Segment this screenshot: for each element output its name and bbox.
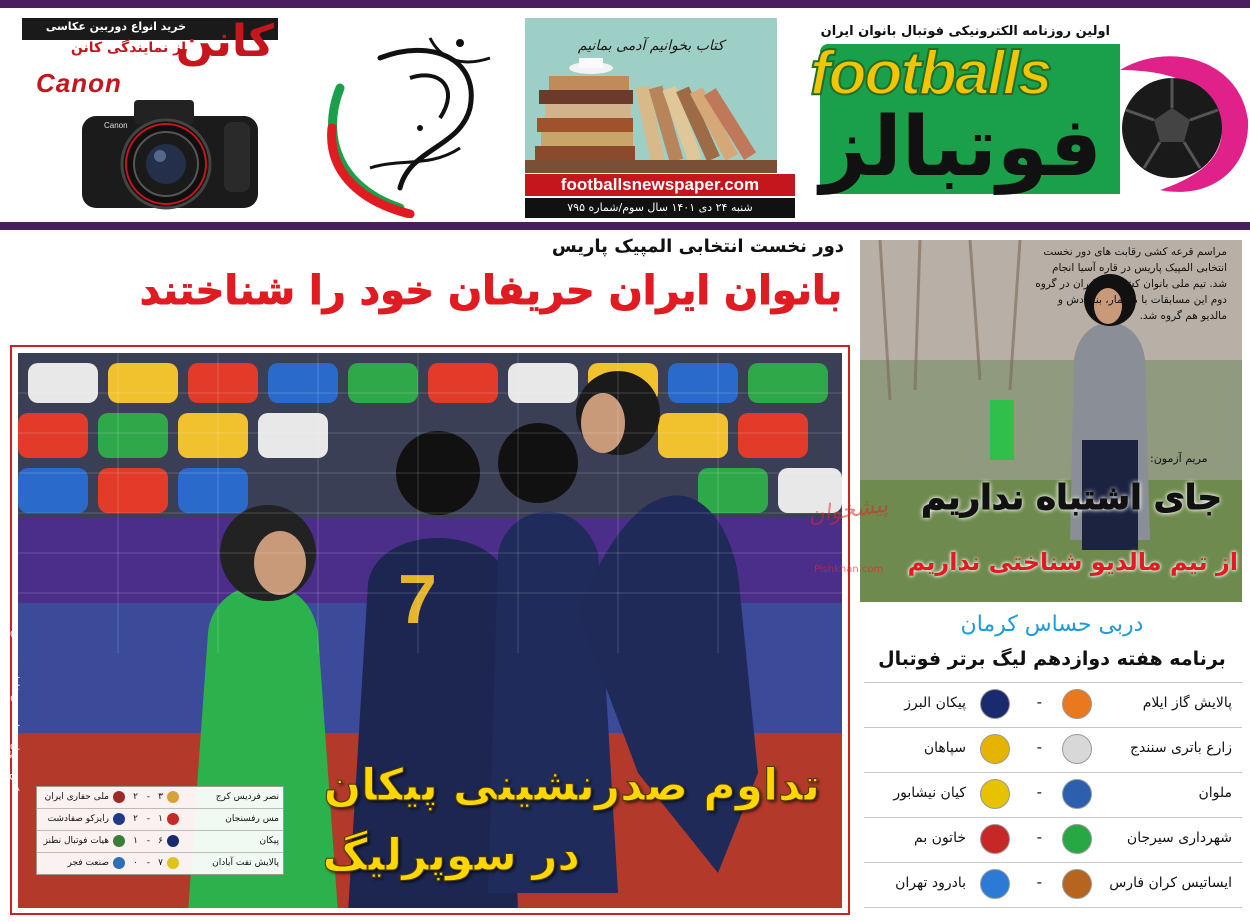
home-team: پیکان — [259, 836, 279, 846]
fixture-home-team: ملوان — [1198, 785, 1232, 801]
away-team: رایزکو صفادشت — [47, 814, 109, 824]
fixture-row — [864, 773, 1242, 818]
home-score: ۶ — [158, 836, 163, 846]
score-separator: - — [146, 792, 150, 802]
books-ad[interactable] — [525, 18, 777, 173]
masthead-tagline: اولین روزنامه الکترونیکی فوتبال بانوان ایران — [820, 24, 1110, 39]
home-team: نصر فردیس کرج — [215, 792, 279, 802]
canon-logo: Canon — [36, 68, 122, 98]
fixture-dash: - — [1036, 783, 1042, 801]
side-speaker-label: مریم آزمون: — [1150, 452, 1208, 465]
fixtures-title: برنامه هفته دوازدهم لیگ برتر فوتبال — [878, 648, 1226, 670]
fixture-away-team: سپاهان — [923, 740, 966, 756]
photo-credit: عکس: سهیل سعادتمندی فاطمه شمسی — [9, 630, 20, 798]
home-club-badge-icon — [1062, 689, 1092, 719]
football-icon — [1110, 50, 1250, 200]
home-club-badge-icon — [1062, 779, 1092, 809]
away-club-badge-icon — [980, 869, 1010, 899]
results-table — [36, 786, 284, 875]
home-team-badge-icon — [167, 835, 179, 847]
score-separator: - — [146, 836, 150, 846]
home-team-badge-icon — [167, 791, 179, 803]
watermark: پیشخوان — [806, 492, 890, 529]
canon-brand-farsi: کانن — [175, 18, 274, 67]
result-row — [37, 809, 283, 831]
fixture-dash: - — [1036, 828, 1042, 846]
fixtures-list — [864, 682, 1242, 908]
home-team-badge-icon — [167, 857, 179, 869]
home-team: پالایش نفت آبادان — [212, 858, 279, 868]
home-score: ۳ — [158, 792, 163, 802]
away-score: ۲ — [133, 814, 138, 824]
books-illustration — [525, 58, 777, 173]
fixture-dash: - — [1036, 693, 1042, 711]
fixture-dash: - — [1036, 873, 1042, 891]
canon-caption-2: از نمایندگی کانن — [70, 40, 186, 56]
away-club-badge-icon — [980, 824, 1010, 854]
result-row — [37, 853, 283, 874]
home-team: مس رفسنجان — [225, 814, 279, 824]
camera-icon — [74, 94, 264, 214]
fixture-away-team: بادرود تهران — [895, 875, 966, 891]
away-score: ۱ — [133, 836, 138, 846]
away-team-badge-icon — [113, 835, 125, 847]
fixture-row — [864, 863, 1242, 908]
main-headline[interactable]: بانوان ایران حریفان خود را شناختند — [139, 268, 842, 314]
site-url[interactable]: footballsnewspaper.com — [525, 174, 795, 196]
photo-headline-line2[interactable]: در سوپرلیگ — [322, 830, 580, 881]
fixture-dash: - — [1036, 738, 1042, 756]
masthead-latin-logo: footballs — [810, 39, 1051, 108]
fixture-row — [864, 682, 1242, 728]
masthead-farsi-logo: فوتبالز — [820, 100, 1102, 195]
canon-ad[interactable] — [22, 18, 278, 214]
away-team-badge-icon — [113, 813, 125, 825]
fixture-home-team: ایساتیس کران فارس — [1109, 875, 1232, 891]
issue-info: شنبه ۲۴ دی ۱۴۰۱ سال سوم/شماره ۷۹۵ — [525, 198, 795, 218]
jersey-number: 7 — [398, 560, 437, 638]
header-divider — [0, 222, 1250, 230]
away-team-badge-icon — [113, 791, 125, 803]
kicker: دور نخست انتخابی المپیک پاریس — [551, 236, 844, 257]
home-score: ۱ — [158, 814, 163, 824]
away-club-badge-icon — [980, 689, 1010, 719]
away-team: صنعت فجر — [67, 858, 109, 868]
fixture-row — [864, 818, 1242, 863]
canon-caption: خرید انواع دوربین عکاسی — [45, 20, 186, 33]
home-club-badge-icon — [1062, 824, 1092, 854]
fixture-row — [864, 728, 1242, 773]
watermark-url: Pishkhan.com — [814, 564, 884, 575]
derby-heading: دربی حساس کرمان — [960, 612, 1144, 637]
books-tagline: کتاب بخوانیم آدمی بمانیم — [577, 38, 725, 54]
away-club-badge-icon — [980, 734, 1010, 764]
photo-headline-line1[interactable]: تداوم صدرنشینی پیکان — [323, 760, 820, 811]
away-team: ملی حفاری ایران — [44, 792, 109, 802]
score-separator: - — [146, 858, 150, 868]
calligraphy-logo — [310, 18, 510, 218]
fixture-home-team: پالایش گاز ایلام — [1142, 695, 1232, 711]
fixture-home-team: شهرداری سیرجان — [1126, 830, 1232, 846]
away-score: ۲ — [133, 792, 138, 802]
masthead — [800, 10, 1250, 222]
fixture-away-team: پیکان البرز — [904, 695, 966, 711]
home-score: ۷ — [158, 858, 163, 868]
away-team: هیات فوتبال نطنز — [43, 836, 109, 846]
home-team-badge-icon — [167, 813, 179, 825]
away-club-badge-icon — [980, 779, 1010, 809]
fixture-away-team: خاتون بم — [914, 830, 966, 846]
fixture-away-team: کیان نیشابور — [893, 785, 966, 801]
away-team-badge-icon — [113, 857, 125, 869]
score-separator: - — [146, 814, 150, 824]
home-club-badge-icon — [1062, 734, 1092, 764]
side-headline[interactable]: جای اشتباه نداریم — [921, 478, 1222, 518]
side-subheadline[interactable]: از تیم مالدیو شناختی نداریم — [907, 548, 1238, 576]
fixture-home-team: زارع باتری سنندج — [1130, 740, 1232, 756]
result-row — [37, 831, 283, 853]
side-story-text: مراسم قرعه کشی رقابت های دور نخست انتخابی المپیک پاریس در قاره آسیا انجام شد. تیم ملی بانوان کشورمان ایران در گروه دوم این مسابقات با میانمار، بنگلادش و مالدیو هم گروه شد. — [1035, 246, 1227, 322]
home-club-badge-icon — [1062, 869, 1092, 899]
svg-text:Canon: Canon — [104, 121, 128, 130]
away-score: ۰ — [133, 858, 138, 868]
top-border — [0, 0, 1250, 8]
result-row — [37, 787, 283, 809]
